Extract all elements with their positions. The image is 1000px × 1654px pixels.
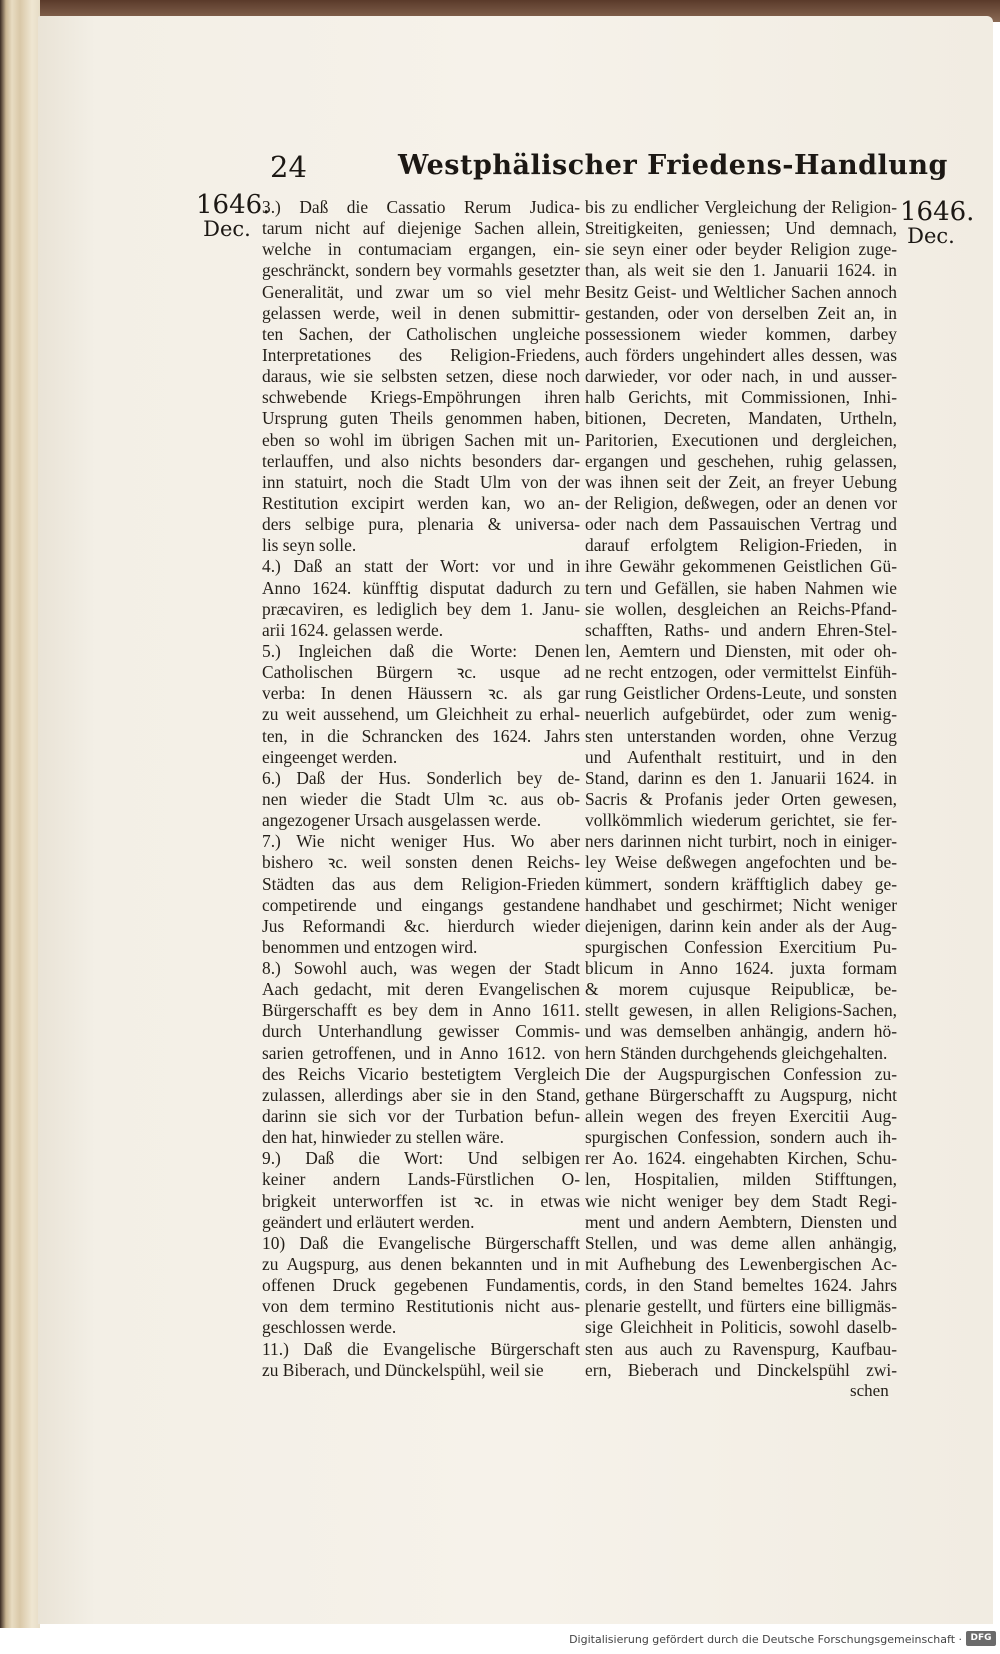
text-line: hern Ständen durchgehends gleichgehalten.	[585, 1042, 888, 1063]
text-line: geschlossen werde.	[262, 1317, 397, 1338]
text-line: schwebende Kriegs-Empöhrungen ihren	[262, 387, 580, 408]
text-line: rer Ao. 1624. eingehabten Kirchen, Schu-	[585, 1148, 897, 1169]
text-line: tarum nicht auf diejenige Sachen allein,	[262, 218, 580, 239]
text-line: arii 1624. gelassen werde.	[262, 619, 444, 640]
text-line: geschränckt, sondern bey vormahls gesetzter	[262, 260, 580, 281]
text-line: Jus Reformandi &c. hierdurch wieder	[262, 915, 580, 936]
text-line: zu Augspurg, aus denen bekannten und in	[262, 1254, 580, 1275]
text-line: tern und Gefällen, sie haben Nahmen wie	[585, 577, 897, 598]
text-line: sten aus auch zu Ravenspurg, Kaufbau-	[585, 1338, 897, 1359]
text-line: und was demselben anhängig, andern hö-	[585, 1021, 897, 1042]
text-line: bis zu endlicher Vergleichung der Religion-	[585, 197, 897, 217]
text-line: ergangen und geschehen, ruhig gelassen,	[585, 450, 897, 471]
text-line: sige Gleichheit in Politicis, sowohl daselb-	[585, 1317, 897, 1338]
text-line: zulassen, allerdings aber sie in den Stand,	[262, 1084, 580, 1105]
text-line: auch förders ungehindert alles dessen, was	[585, 344, 897, 365]
text-line: cords, in den Stand bemeltes 1624. Jahrs	[585, 1275, 897, 1296]
text-line: Sacris & Profanis jeder Orten gewesen,	[585, 788, 897, 809]
text-line: keiner andern Lands-Fürstlichen O-	[262, 1169, 580, 1190]
text-line: brigkeit unterworffen ist ꝛc. in etwas	[262, 1190, 580, 1211]
text-line: oder nach dem Passauischen Vertrag und	[585, 514, 897, 535]
footer-bar	[0, 1628, 1000, 1654]
text-line: den hat, hinwieder zu stellen wäre.	[262, 1127, 504, 1148]
text-line: Aach gedacht, mit deren Evangelischen	[262, 979, 580, 1000]
text-line: geändert und erläutert werden.	[262, 1211, 475, 1232]
text-line: kümmert, sondern kräfftiglich dabey ge-	[585, 873, 897, 894]
text-line: len, Hospitalien, milden Stifftungen,	[585, 1169, 897, 1190]
margin-date-left	[196, 190, 271, 241]
text-line: ders selbige pura, plenaria & universa-	[262, 514, 580, 535]
text-line: 8.) Sowohl auch, was wegen der Stadt	[262, 958, 580, 979]
text-line: 10) Daß die Evangelische Bürgerschafft	[262, 1232, 580, 1253]
text-line: handhabet und geschirmet; Nicht weniger	[585, 894, 897, 915]
text-line: zu weit aussehend, um Gleichheit zu erhal-	[262, 704, 580, 725]
text-line: allein wegen des freyen Exercitii Aug-	[585, 1106, 897, 1127]
right-text-column	[585, 197, 897, 1381]
text-line: eingeenget werden.	[262, 746, 398, 767]
margin-year-right: 1646.	[900, 197, 975, 227]
text-line: neuerlich aufgebürdet, oder zum wenig-	[585, 704, 897, 725]
text-line: darauf erfolgtem Religion-Frieden, in	[585, 535, 897, 556]
catchword: schen	[850, 1381, 889, 1400]
text-line: terlauffen, und also nichts besonders dar-	[262, 450, 580, 471]
text-line: gelassen werde, weil in denen submittir-	[262, 302, 580, 323]
text-line: Anno 1624. künfftig disputat dadurch zu	[262, 577, 580, 598]
text-line: durch Unterhandlung gewisser Commis-	[262, 1021, 580, 1042]
text-line: spurgischen Confession Exercitium Pu-	[585, 936, 897, 957]
text-line: offenen Druck gegebenen Fundamentis,	[262, 1275, 580, 1296]
text-line: eben so wohl im übrigen Sachen mit un-	[262, 429, 580, 450]
text-line: Stellen, und was deme allen anhängig,	[585, 1232, 897, 1253]
text-line: gestanden, oder von derselben Zeit an, in	[585, 302, 897, 323]
text-line: Streitigkeiten, geniessen; Und demnach,	[585, 218, 897, 239]
text-line: & morem cujusque Reipublicæ, be-	[585, 979, 897, 1000]
text-line: ten, in die Schrancken des 1624. Jahrs	[262, 725, 580, 746]
text-line: darinn sie sich vor der Turbation befun-	[262, 1106, 580, 1127]
text-line: 7.) Wie nicht weniger Hus. Wo aber	[262, 831, 580, 852]
margin-date-right	[900, 197, 975, 248]
text-line: sarien getroffenen, und in Anno 1612. von	[262, 1042, 580, 1063]
text-line: halb Gerichts, mit Commissionen, Inhi-	[585, 387, 897, 408]
text-line: sie wollen, desgleichen an Reichs-Pfand-	[585, 598, 897, 619]
text-line: gethane Bürgerschafft zu Augspurg, nicht	[585, 1084, 897, 1105]
text-line: ment und andern Aembtern, Diensten und	[585, 1211, 897, 1232]
left-text-column	[262, 197, 580, 1381]
text-line: bishero ꝛc. weil sonsten denen Reichs-	[262, 852, 580, 873]
text-line: ern, Bieberach und Dinckelspühl zwi-	[585, 1359, 897, 1380]
text-line: ten Sachen, der Catholischen ungleiche	[262, 323, 580, 344]
margin-month-right: Dec.	[907, 224, 955, 248]
text-line: Restitution excipirt werden kan, wo an-	[262, 492, 580, 513]
text-line: 3.) Daß die Cassatio Rerum Judica-	[262, 197, 580, 217]
text-line: sten unterstanden worden, ohne Verzug	[585, 725, 897, 746]
text-line: diejenigen, darinn kein ander als der Aug-	[585, 915, 897, 936]
page-number: 24	[270, 150, 307, 184]
text-line: Interpretationes des Religion-Friedens,	[262, 344, 580, 365]
text-line: und Aufenthalt restituirt, und in den	[585, 746, 897, 767]
text-line: benommen und entzogen wird.	[262, 936, 478, 957]
text-line: angezogener Ursach ausgelassen werde.	[262, 810, 542, 831]
text-line: spurgischen Confession, sondern auch ih-	[585, 1127, 897, 1148]
text-line: sie seyn einer oder beyder Religion zuge-	[585, 239, 897, 260]
text-line: Paritorien, Executionen und dergleichen,	[585, 429, 897, 450]
text-line: 9.) Daß die Wort: Und selbigen	[262, 1148, 580, 1169]
book-edge	[0, 0, 40, 1628]
text-line: von dem termino Restitutionis nicht aus-	[262, 1296, 580, 1317]
text-line: possessionem wieder kommen, darbey	[585, 323, 897, 344]
text-line: blicum in Anno 1624. juxta formam	[585, 958, 897, 979]
text-line: welche in contumaciam ergangen, ein-	[262, 239, 580, 260]
text-line: inn statuirt, noch die Stadt Ulm von der	[262, 471, 580, 492]
text-line: len, Aemtern und Diensten, mit oder oh-	[585, 640, 897, 661]
text-line: vollkömmlich wiederum gerichtet, sie fer-	[585, 810, 897, 831]
margin-year-left: 1646.	[196, 190, 271, 220]
text-line: darwieder, vor oder nach, in und ausser-	[585, 366, 897, 387]
text-line: Besitz Geist- und Weltlicher Sachen annoch	[585, 281, 897, 302]
text-line: 11.) Daß die Evangelische Bürgerschaft	[262, 1338, 580, 1359]
text-line: bitionen, Decreten, Mandaten, Urtheln,	[585, 408, 897, 429]
text-line: zu Biberach, und Dünckelspühl, weil sie	[262, 1359, 544, 1380]
text-line: mit Aufhebung des Lewenbergischen Ac-	[585, 1254, 897, 1275]
text-line: præcaviren, es lediglich bey dem 1. Janu-	[262, 598, 580, 619]
text-line: lis seyn solle.	[262, 535, 357, 556]
text-line: des Reichs Vicario bestetigtem Vergleich	[262, 1063, 580, 1084]
text-line: Stand, darinn es den 1. Januarii 1624. in	[585, 767, 897, 788]
text-line: Bürgerschafft es bey dem in Anno 1611.	[262, 1000, 580, 1021]
page-header	[270, 150, 948, 190]
text-line: Die der Augspurgischen Confession zu-	[585, 1063, 897, 1084]
text-line: wie nicht weniger bey dem Stadt Regi-	[585, 1190, 897, 1211]
text-line: 5.) Ingleichen daß die Worte: Denen	[262, 640, 580, 661]
text-line: der Religion, deßwegen, oder an denen vor	[585, 492, 897, 513]
text-line: schafften, Raths- und andern Ehren-Stel-	[585, 619, 897, 640]
text-line: daraus, wie sie selbsten setzen, diese noch	[262, 366, 580, 387]
text-line: competirende und eingangs gestandene	[262, 894, 580, 915]
text-line: Generalität, und zwar um so viel mehr	[262, 281, 580, 302]
text-line: nen wieder die Stadt Ulm ꝛc. aus ob-	[262, 788, 580, 809]
text-line: ihre Gewähr gekommenen Geistlichen Gü-	[585, 556, 897, 577]
text-line: ne recht entzogen, oder vermittelst Einfüh-	[585, 662, 897, 683]
text-line: than, als weit sie den 1. Januarii 1624. in	[585, 260, 897, 281]
text-line: Catholischen Bürgern ꝛc. usque ad	[262, 662, 580, 683]
text-line: was ihnen seit der Zeit, an freyer Uebung	[585, 471, 897, 492]
text-line: ners darinnen nicht turbirt, noch in einiger-	[585, 831, 897, 852]
text-line: Städten das aus dem Religion-Frieden	[262, 873, 580, 894]
text-line: stellt gewesen, in allen Religions-Sachen,	[585, 1000, 897, 1021]
footer-credit: Digitalisierung gefördert durch die Deutsche Forschungsgemeinschaft ·	[569, 1633, 962, 1646]
text-line: Ursprung guten Theils genommen haben,	[262, 408, 580, 429]
text-line: ley Weise deßwegen angefochten und be-	[585, 852, 897, 873]
text-line: rung Geistlicher Ordens-Leute, und sonsten	[585, 683, 897, 704]
text-line: verba: In denen Häussern ꝛc. als gar	[262, 683, 580, 704]
running-title: Westphälischer Friedens-Handlung	[398, 150, 948, 181]
text-line: 6.) Daß der Hus. Sonderlich bey de-	[262, 767, 580, 788]
dfg-logo: DFG	[966, 1631, 996, 1646]
margin-month-left: Dec.	[203, 217, 251, 241]
text-line: plenarie gestellt, und fürters eine billigmäs-	[585, 1296, 897, 1317]
text-line: 4.) Daß an statt der Wort: vor und in	[262, 556, 580, 577]
